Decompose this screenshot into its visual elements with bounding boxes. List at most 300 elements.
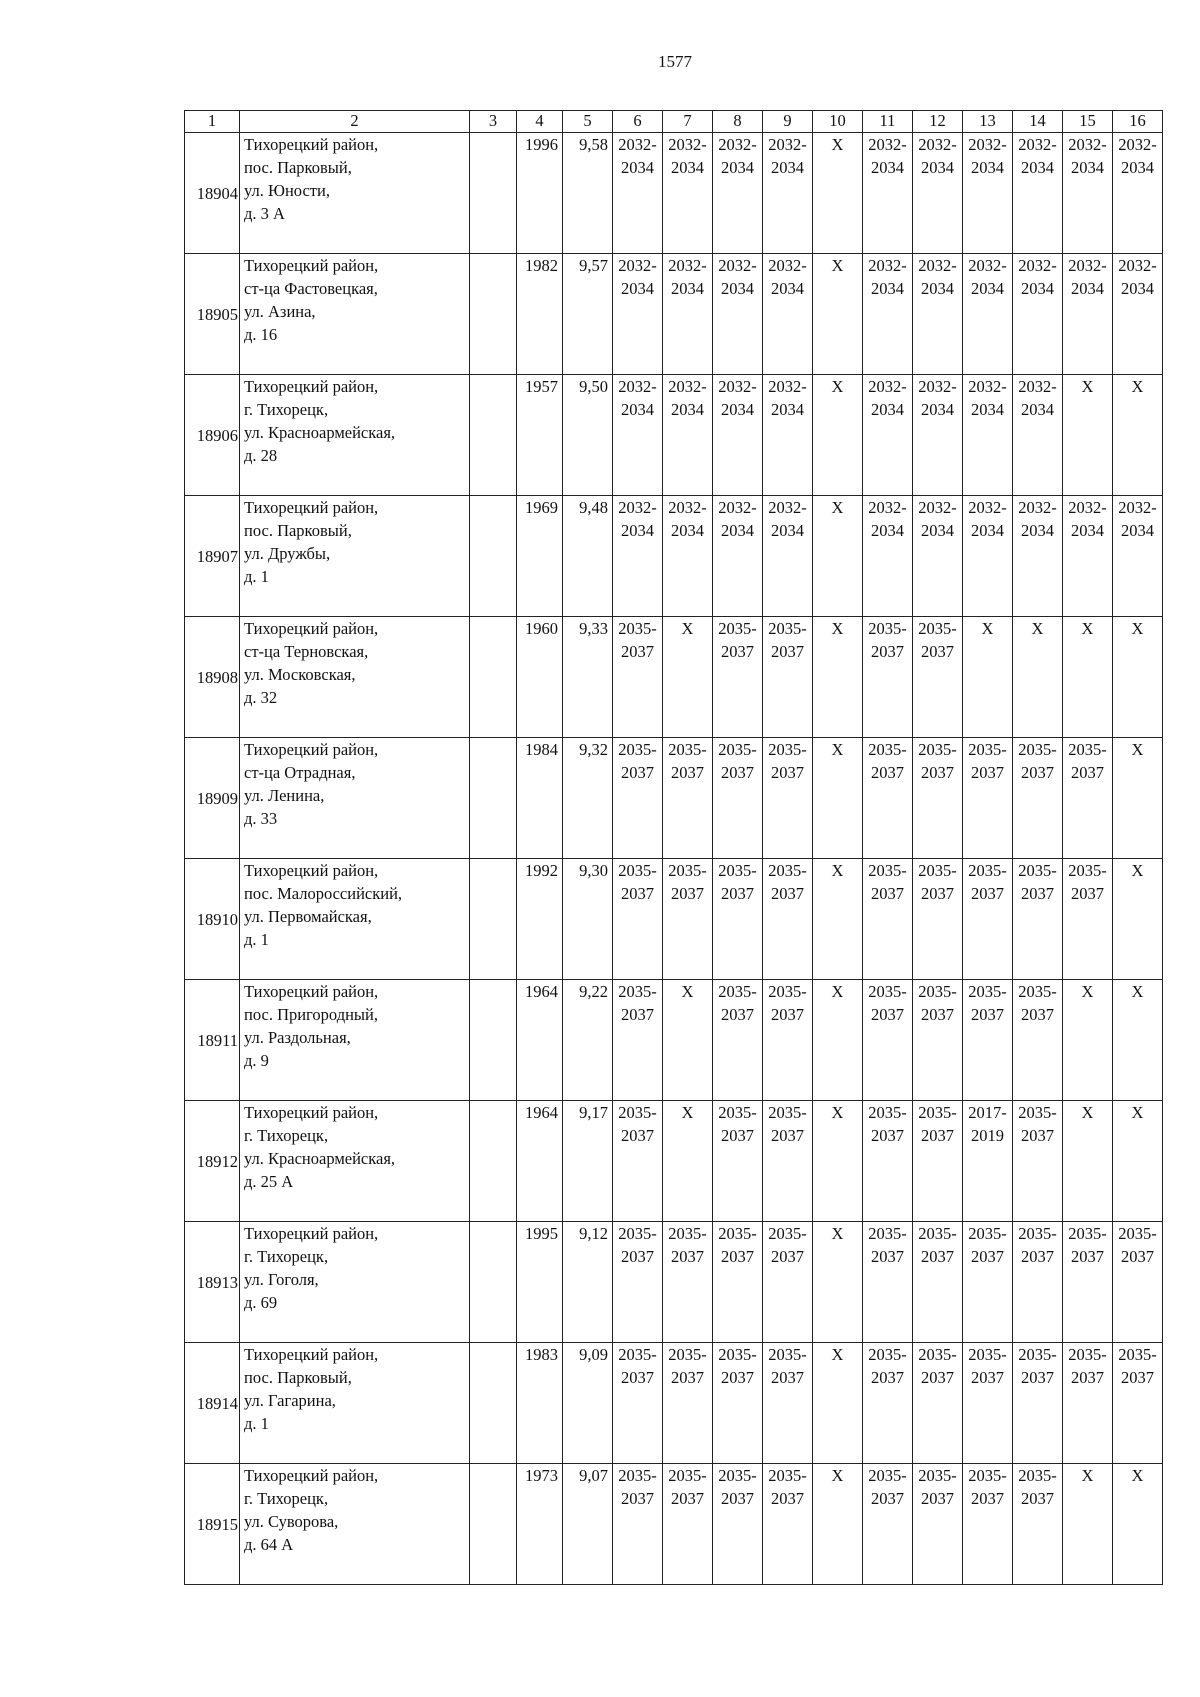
period-line: 2032- — [718, 498, 757, 517]
address-line: г. Тихорецк, — [244, 400, 329, 419]
period-line: 2037 — [771, 884, 804, 903]
period-line: X — [1081, 619, 1094, 638]
period-line: 2034 — [771, 158, 804, 177]
period-line: 2037 — [971, 763, 1004, 782]
column-header-11: 11 — [863, 111, 913, 133]
year-cell: 1995 — [517, 1222, 563, 1343]
period-line: 2035- — [668, 740, 707, 759]
period-line: 2032- — [918, 498, 957, 517]
period-cell-col-6 — [613, 254, 663, 375]
year-cell: 1964 — [517, 1101, 563, 1222]
column-header-6: 6 — [613, 111, 663, 133]
period-line: 2035- — [768, 1224, 807, 1243]
period-line: 2035- — [1018, 1103, 1057, 1122]
period-cell-col-10 — [813, 1101, 863, 1222]
address-line: пос. Малороссийский, — [244, 884, 403, 903]
period-line: 2032- — [668, 256, 707, 275]
period-cell-col-8 — [713, 980, 763, 1101]
value-cell: 9,22 — [563, 980, 613, 1101]
period-line: 2032- — [868, 256, 907, 275]
period-cell-col-14 — [1013, 496, 1063, 617]
table-row — [185, 1101, 1163, 1222]
year-cell: 1992 — [517, 859, 563, 980]
period-cell-col-11 — [863, 254, 913, 375]
period-line: X — [981, 619, 994, 638]
period-line: X — [1081, 377, 1094, 396]
period-line: X — [1081, 1466, 1094, 1485]
address-line: д. 1 — [244, 930, 269, 949]
period-line: 2035- — [918, 1345, 957, 1364]
period-cell-col-11 — [863, 133, 913, 254]
period-line: 2037 — [871, 1368, 904, 1387]
column-header-7: 7 — [663, 111, 713, 133]
period-cell-col-14 — [1013, 980, 1063, 1101]
period-cell-col-13 — [963, 375, 1013, 496]
address-line: пос. Парковый, — [244, 158, 352, 177]
period-line: 2035- — [718, 1345, 757, 1364]
period-line: 2034 — [1071, 279, 1104, 298]
period-line: 2035- — [618, 619, 657, 638]
period-line: 2032- — [1018, 135, 1057, 154]
row-number: 18911 — [185, 980, 240, 1101]
period-cell-col-8 — [713, 496, 763, 617]
column-header-3: 3 — [470, 111, 517, 133]
period-line: 2035- — [1118, 1224, 1157, 1243]
period-line: 2032- — [918, 135, 957, 154]
address-line: д. 3 А — [244, 204, 285, 223]
column-3-cell — [470, 375, 517, 496]
period-line: 2037 — [771, 642, 804, 661]
period-cell-col-16 — [1113, 254, 1163, 375]
period-line: 2034 — [621, 521, 654, 540]
period-cell-col-9 — [763, 859, 813, 980]
period-line: 2037 — [971, 1247, 1004, 1266]
column-header-5: 5 — [563, 111, 613, 133]
address-line: ул. Гагарина, — [244, 1391, 336, 1410]
period-cell-col-13 — [963, 738, 1013, 859]
period-cell-col-6 — [613, 617, 663, 738]
period-line: 2034 — [871, 400, 904, 419]
period-line: 2032- — [618, 256, 657, 275]
row-number: 18914 — [185, 1343, 240, 1464]
period-line: X — [1081, 982, 1094, 1001]
period-line: 2037 — [721, 642, 754, 661]
period-cell-col-8 — [713, 617, 763, 738]
period-line: 2035- — [768, 982, 807, 1001]
period-line: X — [831, 498, 844, 517]
year-cell: 1960 — [517, 617, 563, 738]
period-line: 2034 — [621, 279, 654, 298]
period-line: 2037 — [721, 1489, 754, 1508]
period-line: 2035- — [1018, 1466, 1057, 1485]
period-cell-col-12 — [913, 133, 963, 254]
period-line: 2035- — [1018, 740, 1057, 759]
period-line: 2037 — [921, 1005, 954, 1024]
period-cell-col-8 — [713, 738, 763, 859]
period-line: 2037 — [921, 1489, 954, 1508]
period-cell-col-7 — [663, 133, 713, 254]
period-line: 2035- — [618, 740, 657, 759]
period-line: 2037 — [871, 1247, 904, 1266]
period-cell-col-12 — [913, 1101, 963, 1222]
period-cell-col-7 — [663, 738, 713, 859]
period-line: 2037 — [971, 1489, 1004, 1508]
period-cell-col-9 — [763, 980, 813, 1101]
period-cell-col-16 — [1113, 1464, 1163, 1585]
period-cell-col-9 — [763, 1222, 813, 1343]
period-line: 2034 — [971, 279, 1004, 298]
period-line: 2034 — [1121, 279, 1154, 298]
period-line: 2034 — [921, 279, 954, 298]
period-line: 2032- — [768, 498, 807, 517]
period-cell-col-13 — [963, 254, 1013, 375]
period-line: 2034 — [1021, 279, 1054, 298]
period-line: 2037 — [671, 763, 704, 782]
period-cell-col-8 — [713, 1464, 763, 1585]
period-line: 2037 — [1071, 1247, 1104, 1266]
period-cell-col-11 — [863, 1343, 913, 1464]
period-line: 2037 — [621, 763, 654, 782]
address-cell — [240, 254, 470, 375]
period-cell-col-15 — [1063, 859, 1113, 980]
period-cell-col-15 — [1063, 1222, 1113, 1343]
period-cell-col-14 — [1013, 1222, 1063, 1343]
period-line: 2035- — [1118, 1345, 1157, 1364]
period-line: 2035- — [768, 1345, 807, 1364]
period-cell-col-9 — [763, 254, 813, 375]
period-line: 2035- — [968, 1466, 1007, 1485]
period-line: 2035- — [918, 1466, 957, 1485]
period-line: 2032- — [718, 256, 757, 275]
period-line: 2032- — [668, 498, 707, 517]
period-cell-col-13 — [963, 1101, 1013, 1222]
period-line: 2034 — [921, 521, 954, 540]
column-header-13: 13 — [963, 111, 1013, 133]
period-line: 2032- — [1018, 498, 1057, 517]
period-cell-col-13 — [963, 980, 1013, 1101]
table-row — [185, 496, 1163, 617]
table-row — [185, 859, 1163, 980]
row-number: 18913 — [185, 1222, 240, 1343]
period-line: 2034 — [721, 158, 754, 177]
period-line: 2032- — [1068, 498, 1107, 517]
address-line: ст-ца Отрадная, — [244, 763, 356, 782]
period-cell-col-11 — [863, 859, 913, 980]
row-number: 18910 — [185, 859, 240, 980]
table-row — [185, 617, 1163, 738]
period-line: 2034 — [771, 400, 804, 419]
address-cell — [240, 1222, 470, 1343]
period-line: 2034 — [1071, 521, 1104, 540]
period-line: 2037 — [921, 1126, 954, 1145]
period-line: X — [1131, 377, 1144, 396]
period-line: 2037 — [721, 1368, 754, 1387]
period-line: 2034 — [721, 400, 754, 419]
address-line: д. 25 А — [244, 1172, 294, 1191]
value-cell: 9,57 — [563, 254, 613, 375]
period-line: 2032- — [618, 377, 657, 396]
period-line: 2032- — [1118, 498, 1157, 517]
address-cell — [240, 375, 470, 496]
period-cell-col-9 — [763, 375, 813, 496]
period-line: 2032- — [1068, 135, 1107, 154]
period-cell-col-7 — [663, 859, 713, 980]
period-cell-col-10 — [813, 859, 863, 980]
period-line: 2037 — [1021, 1368, 1054, 1387]
row-number: 18915 — [185, 1464, 240, 1585]
period-line: 2035- — [868, 1345, 907, 1364]
period-line: 2035- — [718, 982, 757, 1001]
column-number-header-row — [185, 111, 1163, 133]
column-3-cell — [470, 1343, 517, 1464]
period-line: 2035- — [918, 861, 957, 880]
period-line: 2032- — [668, 377, 707, 396]
period-cell-col-8 — [713, 1101, 763, 1222]
row-number: 18912 — [185, 1101, 240, 1222]
period-line: 2037 — [1071, 1368, 1104, 1387]
row-number: 18908 — [185, 617, 240, 738]
period-line: 2035- — [868, 982, 907, 1001]
period-cell-col-11 — [863, 1464, 913, 1585]
period-cell-col-15 — [1063, 1343, 1113, 1464]
year-cell: 1973 — [517, 1464, 563, 1585]
period-line: 2034 — [921, 400, 954, 419]
period-cell-col-15 — [1063, 980, 1113, 1101]
period-cell-col-14 — [1013, 738, 1063, 859]
period-line: 2032- — [768, 135, 807, 154]
table-row — [185, 133, 1163, 254]
row-number: 18909 — [185, 738, 240, 859]
column-header-12: 12 — [913, 111, 963, 133]
period-line: 2035- — [1018, 1224, 1057, 1243]
address-line: ул. Суворова, — [244, 1512, 339, 1531]
address-cell — [240, 1343, 470, 1464]
period-line: 2035- — [718, 619, 757, 638]
table-row — [185, 1343, 1163, 1464]
period-cell-col-7 — [663, 1343, 713, 1464]
address-line: г. Тихорецк, — [244, 1247, 329, 1266]
period-cell-col-8 — [713, 1222, 763, 1343]
period-line: 2035- — [1068, 1345, 1107, 1364]
period-line: 2035- — [868, 861, 907, 880]
address-line: Тихорецкий район, — [244, 1466, 379, 1485]
period-cell-col-12 — [913, 1222, 963, 1343]
period-line: 2035- — [668, 1466, 707, 1485]
period-cell-col-14 — [1013, 133, 1063, 254]
period-line: 2037 — [621, 1126, 654, 1145]
value-cell: 9,17 — [563, 1101, 613, 1222]
address-line: ул. Первомайская, — [244, 907, 372, 926]
period-cell-col-12 — [913, 375, 963, 496]
row-number: 18907 — [185, 496, 240, 617]
period-line: X — [831, 135, 844, 154]
period-cell-col-7 — [663, 1101, 713, 1222]
period-cell-col-6 — [613, 1343, 663, 1464]
period-line: 2034 — [671, 279, 704, 298]
period-line: 2037 — [621, 884, 654, 903]
period-line: 2034 — [771, 521, 804, 540]
period-line: 2037 — [921, 763, 954, 782]
period-line: 2035- — [1068, 861, 1107, 880]
period-line: X — [681, 982, 694, 1001]
period-line: 2037 — [871, 642, 904, 661]
period-cell-col-16 — [1113, 980, 1163, 1101]
period-line: 2035- — [868, 1224, 907, 1243]
period-line: 2037 — [921, 642, 954, 661]
table-body — [185, 133, 1163, 1585]
period-line: 2034 — [971, 400, 1004, 419]
address-line: д. 33 — [244, 809, 278, 828]
period-cell-col-16 — [1113, 1343, 1163, 1464]
address-line: ул. Ленина, — [244, 786, 325, 805]
page-number: 1577 — [658, 52, 692, 71]
period-line: 2035- — [968, 740, 1007, 759]
address-cell — [240, 859, 470, 980]
address-cell — [240, 617, 470, 738]
address-line: Тихорецкий район, — [244, 135, 379, 154]
period-cell-col-15 — [1063, 1464, 1113, 1585]
period-line: 2034 — [1071, 158, 1104, 177]
period-line: 2034 — [1121, 521, 1154, 540]
value-cell: 9,07 — [563, 1464, 613, 1585]
period-line: X — [831, 619, 844, 638]
period-line: 2035- — [918, 619, 957, 638]
period-line: X — [831, 861, 844, 880]
period-line: 2035- — [868, 1466, 907, 1485]
period-line: 2037 — [671, 1368, 704, 1387]
address-line: Тихорецкий район, — [244, 982, 379, 1001]
period-cell-col-8 — [713, 133, 763, 254]
period-cell-col-6 — [613, 738, 663, 859]
period-line: X — [1031, 619, 1044, 638]
address-cell — [240, 1101, 470, 1222]
address-line: д. 69 — [244, 1293, 278, 1312]
period-line: 2034 — [621, 158, 654, 177]
address-line: пос. Парковый, — [244, 1368, 352, 1387]
period-line: 2032- — [768, 377, 807, 396]
value-cell: 9,30 — [563, 859, 613, 980]
period-line: 2037 — [621, 1247, 654, 1266]
period-line: 2037 — [1021, 884, 1054, 903]
period-line: 2037 — [621, 1489, 654, 1508]
period-cell-col-6 — [613, 980, 663, 1101]
period-cell-col-10 — [813, 617, 863, 738]
period-line: 2035- — [618, 1224, 657, 1243]
period-line: 2037 — [721, 884, 754, 903]
address-line: Тихорецкий район, — [244, 1345, 379, 1364]
address-line: Тихорецкий район, — [244, 619, 379, 638]
column-3-cell — [470, 617, 517, 738]
period-line: 2037 — [771, 1126, 804, 1145]
address-cell — [240, 980, 470, 1101]
address-line: Тихорецкий район, — [244, 377, 379, 396]
period-line: 2032- — [1118, 256, 1157, 275]
address-line: ул. Красноармейская, — [244, 1149, 396, 1168]
period-line: 2037 — [1021, 1005, 1054, 1024]
period-cell-col-7 — [663, 980, 713, 1101]
column-header-8: 8 — [713, 111, 763, 133]
period-cell-col-9 — [763, 1101, 813, 1222]
address-line: д. 64 А — [244, 1535, 294, 1554]
period-line: 2037 — [621, 642, 654, 661]
period-line: 2035- — [1068, 740, 1107, 759]
period-line: 2035- — [1018, 982, 1057, 1001]
period-line: 2035- — [618, 861, 657, 880]
period-line: 2032- — [918, 377, 957, 396]
column-3-cell — [470, 738, 517, 859]
period-line: 2017- — [968, 1103, 1007, 1122]
period-cell-col-16 — [1113, 859, 1163, 980]
period-cell-col-16 — [1113, 738, 1163, 859]
period-line: 2037 — [871, 763, 904, 782]
period-cell-col-13 — [963, 133, 1013, 254]
period-line: 2037 — [971, 1368, 1004, 1387]
period-cell-col-15 — [1063, 375, 1113, 496]
period-line: X — [1131, 619, 1144, 638]
period-line: 2037 — [771, 1247, 804, 1266]
period-cell-col-16 — [1113, 133, 1163, 254]
table-row — [185, 254, 1163, 375]
period-line: 2034 — [1021, 158, 1054, 177]
period-cell-col-10 — [813, 738, 863, 859]
period-line: 2037 — [671, 1247, 704, 1266]
period-line: 2037 — [871, 1489, 904, 1508]
period-line: 2032- — [968, 135, 1007, 154]
period-line: 2037 — [1071, 763, 1104, 782]
address-line: ул. Дружбы, — [244, 544, 331, 563]
period-cell-col-6 — [613, 1222, 663, 1343]
period-line: 2035- — [868, 740, 907, 759]
address-line: г. Тихорецк, — [244, 1489, 329, 1508]
period-line: 2035- — [668, 1224, 707, 1243]
address-line: Тихорецкий район, — [244, 256, 379, 275]
period-line: X — [831, 1466, 844, 1485]
value-cell: 9,58 — [563, 133, 613, 254]
address-line: Тихорецкий район, — [244, 861, 379, 880]
period-cell-col-8 — [713, 859, 763, 980]
period-cell-col-6 — [613, 1464, 663, 1585]
period-cell-col-10 — [813, 496, 863, 617]
column-header-15: 15 — [1063, 111, 1113, 133]
column-3-cell — [470, 980, 517, 1101]
period-line: 2035- — [768, 861, 807, 880]
address-line: ст-ца Терновская, — [244, 642, 369, 661]
period-cell-col-14 — [1013, 617, 1063, 738]
period-line: 2037 — [721, 1005, 754, 1024]
period-cell-col-9 — [763, 738, 813, 859]
period-cell-col-11 — [863, 738, 913, 859]
period-line: X — [831, 740, 844, 759]
period-line: 2035- — [718, 740, 757, 759]
period-line: 2037 — [771, 1368, 804, 1387]
period-line: 2037 — [721, 1247, 754, 1266]
period-line: 2035- — [768, 1466, 807, 1485]
period-cell-col-11 — [863, 1222, 913, 1343]
year-cell: 1983 — [517, 1343, 563, 1464]
period-line: 2032- — [618, 135, 657, 154]
period-line: 2032- — [968, 377, 1007, 396]
column-3-cell — [470, 859, 517, 980]
period-line: X — [1131, 740, 1144, 759]
period-cell-col-8 — [713, 254, 763, 375]
period-cell-col-12 — [913, 496, 963, 617]
period-cell-col-12 — [913, 1343, 963, 1464]
period-line: 2037 — [1021, 1489, 1054, 1508]
column-3-cell — [470, 254, 517, 375]
period-line: 2034 — [971, 521, 1004, 540]
period-line: 2034 — [671, 400, 704, 419]
period-cell-col-10 — [813, 1464, 863, 1585]
